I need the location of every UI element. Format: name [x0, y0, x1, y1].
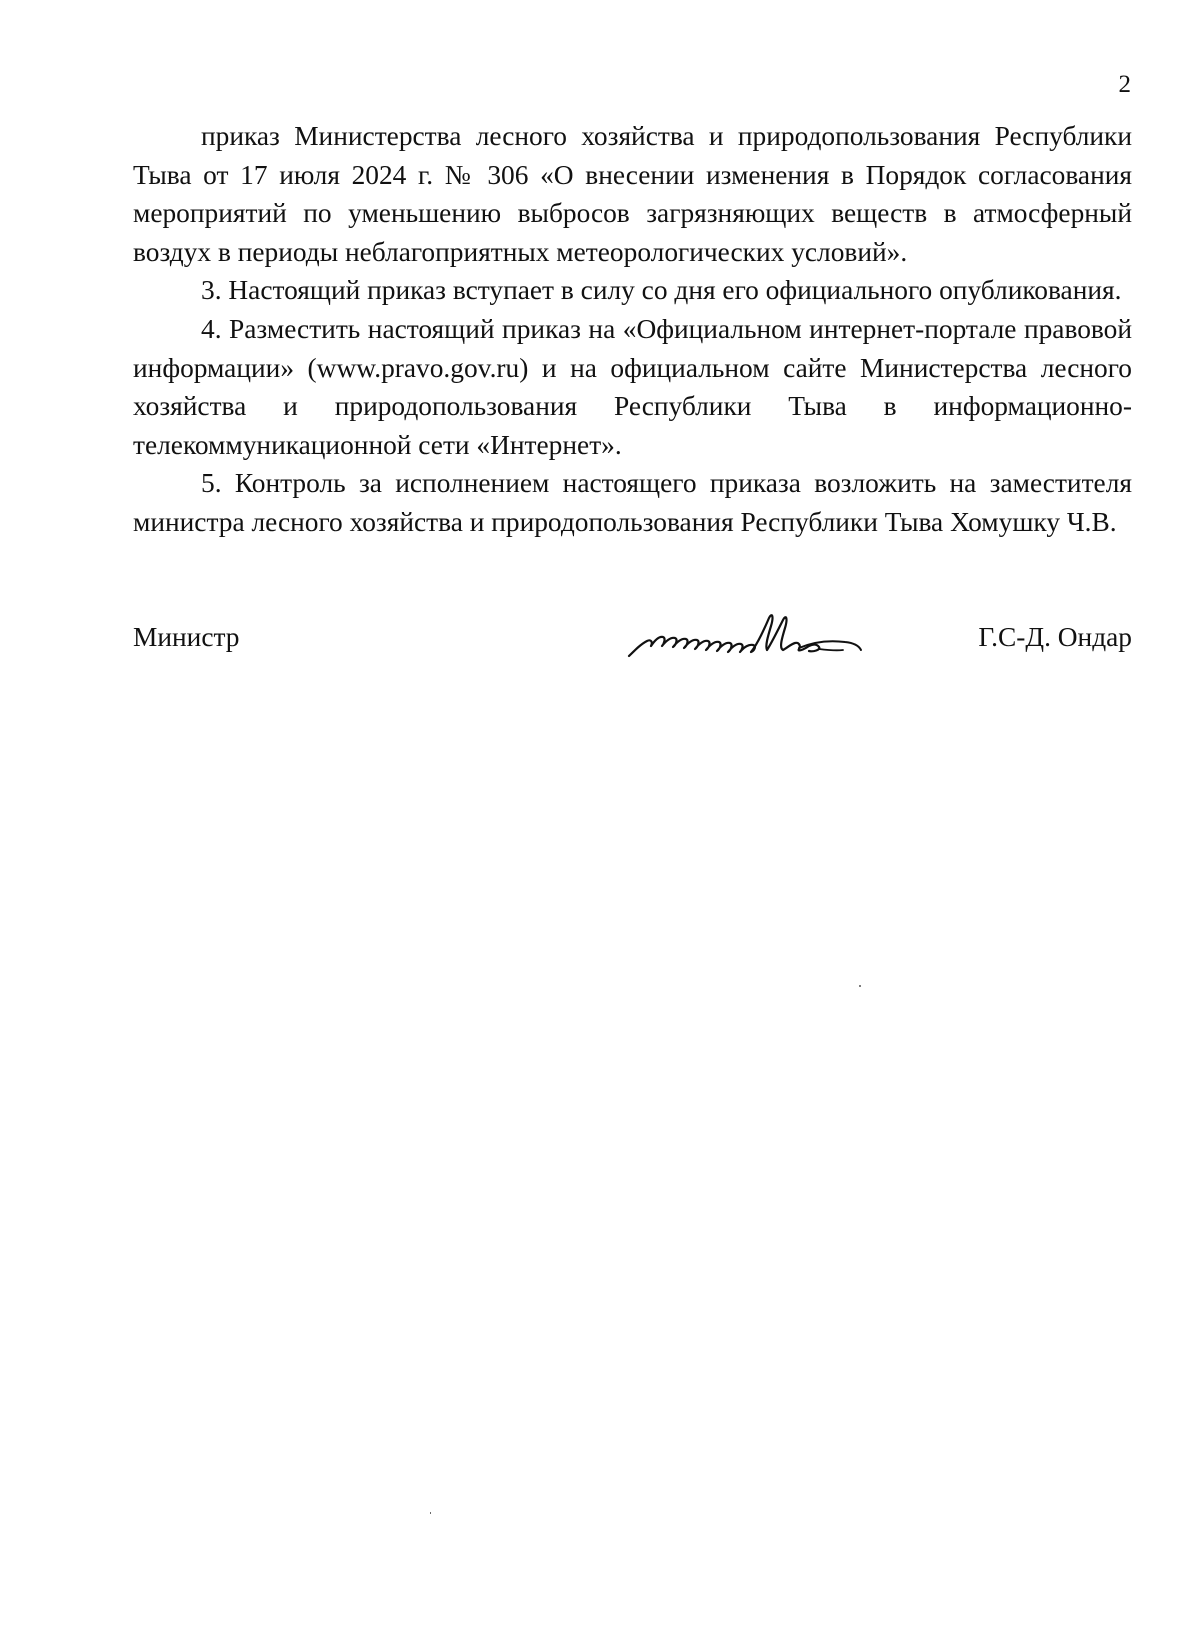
document-body [133, 117, 1132, 542]
paragraph-item-4: 4. Разместить настоящий приказ на «Официальном интернет-портале правовой информации» (www.pravo.gov.ru) и на официальном сайте Министерства лесного хозяйства и природопользования Республики Тыва в информационно-телекоммуникационной сети «Интернет». [133, 313, 1132, 460]
paragraph-continuation: приказ Министерства лесного хозяйства и природопользования Республики Тыва от 17 июля 2024 г. № 306 «О внесении изменения в Порядок согласования мероприятий по уменьшению выбросов загрязняющих веществ в атмосферный воздух в периоды неблагоприятных метеорологических условий». [133, 121, 1132, 267]
handwritten-signature [623, 604, 893, 664]
signature-block [133, 604, 1132, 674]
signer-name: Г.С-Д. Ондар [978, 622, 1132, 652]
paragraph-item-5: 5. Контроль за исполнением настоящего приказа возложить на заместителя министра лесного хозяйства и природопользования Республики Тыва Хомушку Ч.В. [133, 468, 1132, 537]
scan-speck [430, 1512, 431, 1514]
scan-speck [859, 985, 861, 987]
signer-title: Министр [133, 622, 240, 652]
paragraph-item-3: 3. Настоящий приказ вступает в силу со дня его официального опубликования. [201, 275, 1122, 306]
page-number: 2 [1118, 71, 1131, 98]
